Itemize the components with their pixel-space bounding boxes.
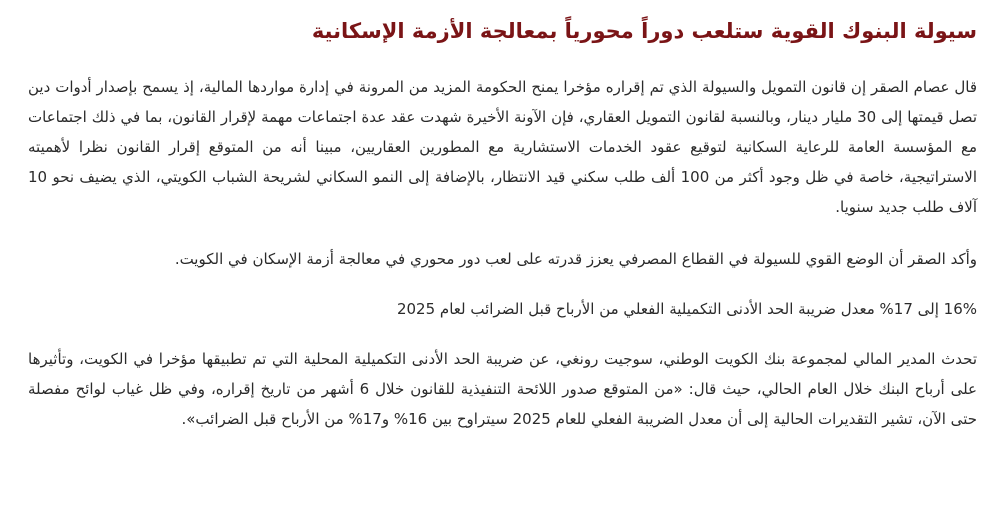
article-subheading-tax-rate: 16% إلى 17% معدل ضريبة الحد الأدنى التكميلية الفعلي من الأرباح قبل الضرائب لعام 2025 (396, 300, 977, 318)
article-paragraph-tax: تحدث المدير المالي لمجموعة بنك الكويت الوطني، سوجيت رونغي، عن ضريبة الحد الأدنى التكميلية المحلية التي تم تطبيقها مؤخرا في الكويت، وتأثيرها على أرباح البنك خلال العام الحالي، حيث قال: «من المتوقع صدور اللائحة التنفيذية للقانون خلال 6 أشهر من تاريخ إقراره، وفي ظل غياب لوائح مفصلة حتى الآن، تشير التقديرات الحالية إلى أن معدل الضريبة الفعلي للعام 2025 سيتراوح بين 16% و17% من الأرباح قبل الضرائب». (28, 350, 977, 428)
article-paragraph-financing-law: قال عصام الصقر إن قانون التمويل والسيولة الذي تم إقراره مؤخرا يمنح الحكومة المزيد من المرونة في إدارة مواردها المالية، إذ يسمح بإصدار أدوات دين تصل قيمتها إلى 30 مليار دينار، وبالنسبة لقانون التمويل العقاري، فإن الآونة الأخيرة شهدت عقد عدة اجتماعات مهمة لإقرار القانون، بما في ذلك اجتماعات مع المؤسسة العامة للرعاية السكانية لتوقيع عقود الخدمات الاستشارية مع المطورين العقاريين، مبينا أنه من المتوقع إقرار القانون نظرا لأهميته الاستراتيجية، خاصة في ظل وجود أكثر من 100 ألف طلب سكني قيد الانتظار، بالإضافة إلى النمو السكاني لشريحة الشباب الكويتي، الذي يضيف نحو 10 آلاف طلب جديد سنويا. (28, 78, 977, 216)
article-paragraph-liquidity: وأكد الصقر أن الوضع القوي للسيولة في القطاع المصرفي يعزز قدرته على لعب دور محوري في معالجة أزمة الإسكان في الكويت. (174, 250, 977, 268)
article-headline: سيولة البنوك القوية ستلعب دوراً محورياً بمعالجة الأزمة الإسكانية (311, 19, 977, 43)
